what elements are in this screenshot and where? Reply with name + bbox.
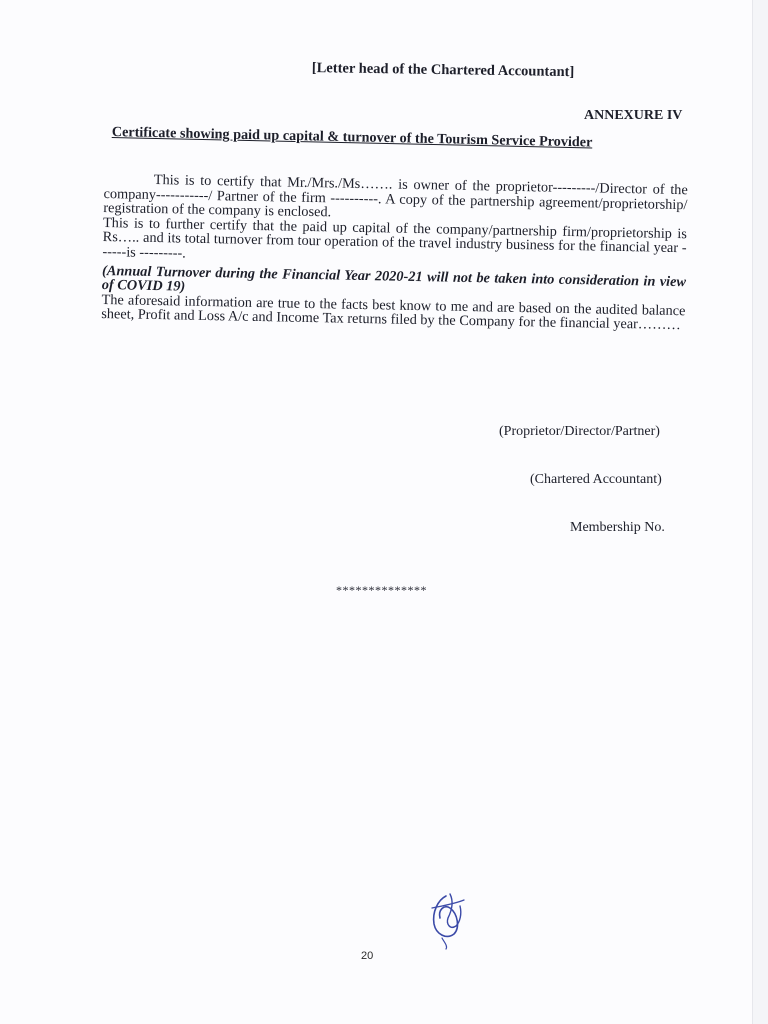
letterhead-heading: [Letter head of the Chartered Accountant] — [311, 60, 575, 81]
certificate-body — [101, 172, 688, 333]
paragraph-declaration: The aforesaid information are true to the facts best know to me and are based on the audited balance sheet, Profit and Loss A/c and Income Tax returns filed by the Company for the financial year……… — [101, 291, 686, 334]
paragraph-capital-turnover: This is to further certify that the paid up capital of the company/partnership firm/proprietorship is Rs….. and its total turnover from tour operation of the travel industry business for the financial year ------is ---------. — [102, 214, 688, 262]
paragraph-ownership: This is to certify that Mr./Mrs./Ms……. is owner of the proprietor---------/Director of the company-----------/ Partner of the firm ----------. A copy of the partnership agreement/proprietorship/ registration of the company is enclosed. — [103, 171, 688, 221]
handwritten-initials-icon — [424, 888, 472, 955]
membership-number-label: Membership No. — [570, 520, 665, 535]
separator-stars: ************** — [336, 583, 427, 597]
covid-note: (Annual Turnover during the Financial Year 2020-21 will not be taken into consideration in view of COVID 19) — [101, 262, 687, 295]
certificate-title: Certificate showing paid up capital & turnover of the Tourism Service Provider — [111, 124, 593, 151]
annexure-label: ANNEXURE IV — [584, 108, 683, 123]
signature-proprietor-director-partner: (Proprietor/Director/Partner) — [499, 424, 660, 439]
page-number: 20 — [361, 950, 374, 962]
signature-chartered-accountant: (Chartered Accountant) — [530, 472, 662, 487]
